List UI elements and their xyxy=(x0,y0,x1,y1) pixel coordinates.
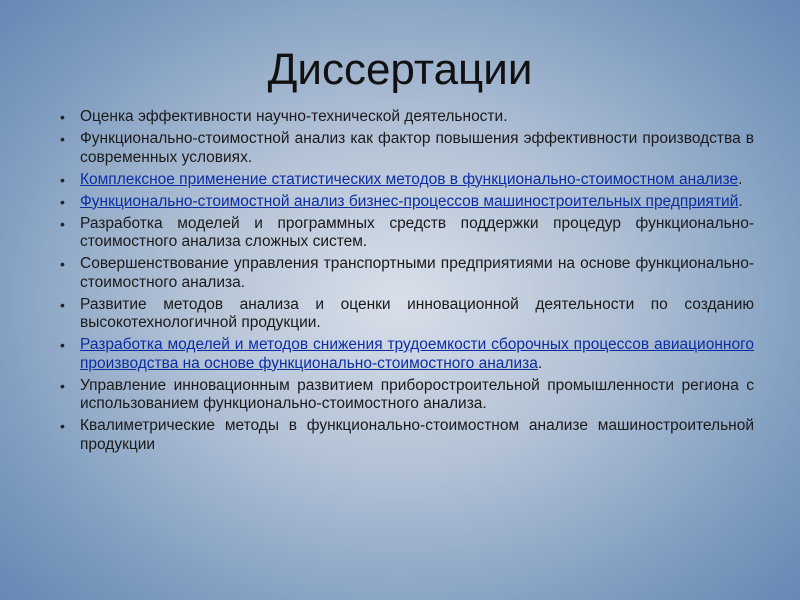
item-link[interactable]: Функционально-стоимостной анализ бизнес-процессов машиностроительных предприятий xyxy=(80,192,739,210)
bullet-icon: • xyxy=(60,256,65,272)
list-item xyxy=(60,417,754,454)
item-text: Квалиметрические методы в функционально-стоимостном анализе машиностроительной продукции xyxy=(80,417,754,453)
item-text: Развитие методов анализа и оценки инновационной деятельности по созданию высокотехнологичной продукции. xyxy=(80,295,754,331)
item-suffix: . xyxy=(738,170,743,188)
bullet-icon: • xyxy=(60,377,65,394)
bullet-icon: • xyxy=(60,193,65,210)
list-item xyxy=(60,130,754,167)
dissertation-list xyxy=(60,108,754,458)
list-item xyxy=(60,193,754,212)
item-link[interactable]: Разработка моделей и методов снижения трудоемкости сборочных процессов авиационного производства на основе функционально-стоимостного анализа xyxy=(80,336,754,372)
bullet-icon: • xyxy=(60,215,65,232)
item-link[interactable]: Комплексное применение статистических методов в функционально-стоимостном анализе xyxy=(80,170,739,188)
list-item xyxy=(60,377,754,414)
list-item xyxy=(60,171,754,190)
item-text: Оценка эффективности научно-технической деятельности. xyxy=(80,108,508,125)
list-item xyxy=(60,296,754,333)
item-suffix: . xyxy=(738,192,743,210)
list-item xyxy=(60,255,754,292)
bullet-icon: • xyxy=(60,171,65,188)
bullet-icon: • xyxy=(60,109,65,125)
list-item xyxy=(60,108,754,127)
bullet-icon: • xyxy=(60,337,65,353)
item-text: Функционально-стоимостной анализ как фактор повышения эффективности производства в современных условиях. xyxy=(80,130,754,166)
bullet-icon: • xyxy=(60,418,65,434)
bullet-icon: • xyxy=(60,131,65,147)
item-suffix: . xyxy=(537,354,543,372)
item-text: Управление инновационным развитием приборостроительной промышленности региона с использованием функционально-стоимостного анализа. xyxy=(80,376,754,412)
item-text: Совершенствование управления транспортными предприятиями на основе функционально-стоимостного анализа. xyxy=(80,255,754,291)
bullet-icon: • xyxy=(60,296,65,313)
slide-title: Диссертации xyxy=(267,45,533,94)
item-text: Разработка моделей и программных средств поддержки процедур функционально-стоимостного анализа сложных систем. xyxy=(80,214,754,250)
list-item xyxy=(60,336,754,373)
list-item xyxy=(60,215,754,252)
